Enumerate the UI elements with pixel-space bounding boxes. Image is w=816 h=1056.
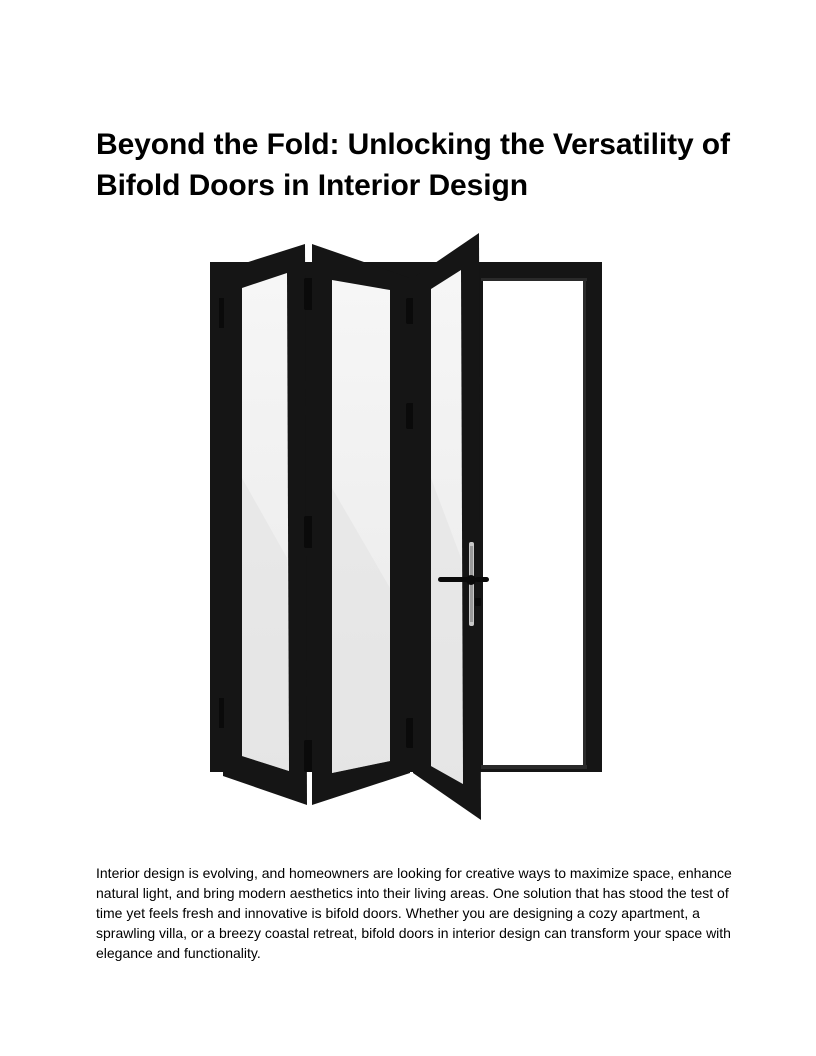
bifold-door-image [205, 228, 610, 826]
bifold-door-illustration [205, 228, 610, 826]
door-panel-2 [312, 244, 410, 805]
door-panel-1 [219, 244, 307, 805]
intro-paragraph: Interior design is evolving, and homeowners are looking for creative ways to maximize space, enhance natural light, and bring modern aesthetics into their living areas. One solution that has stood the test of time yet feels fresh and innovative is bifold doors. Whether you are designing a cozy apartment, a sprawling villa, or a breezy coastal retreat, bifold doors in interior design can transform your space with elegance and functionality. [96, 865, 732, 961]
page-title: Beyond the Fold: Unlocking the Versatility of Bifold Doors in Interior Design [96, 128, 730, 202]
door-panel-3 [413, 233, 481, 820]
